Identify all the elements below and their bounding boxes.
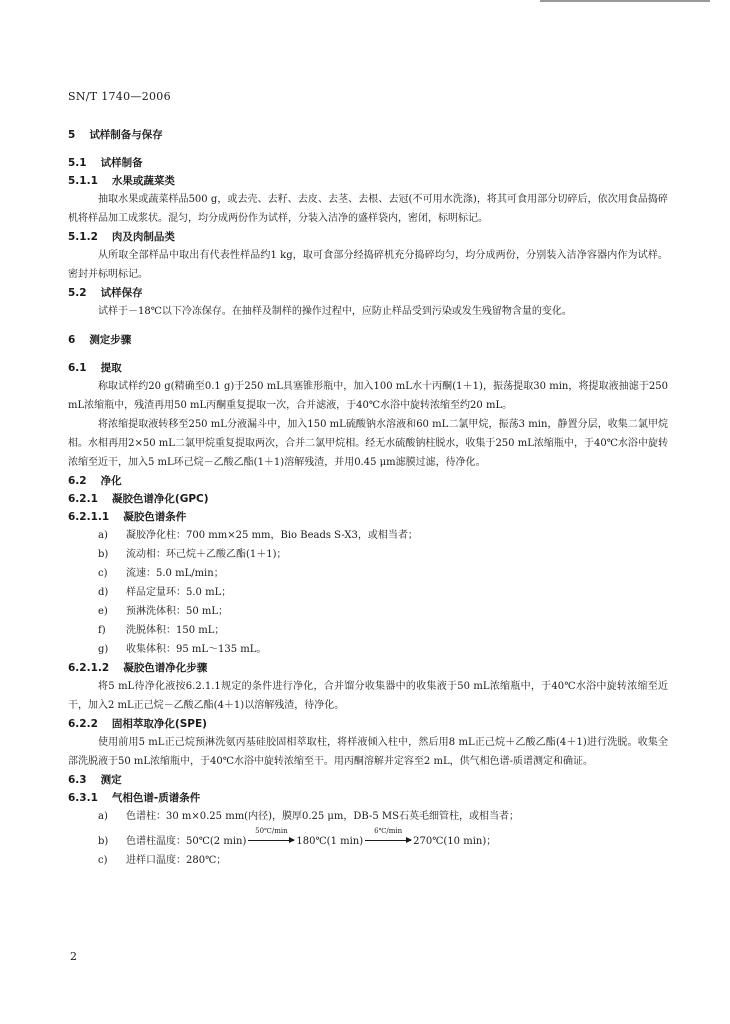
- section-title: 试样制备: [100, 157, 143, 169]
- section-title: 凝胶色谱净化步骤: [123, 662, 208, 674]
- paragraph: 抽取水果或蔬菜样品500 g，或去壳、去籽、去皮、去茎、去根、去冠(不可用水洗涤)，将其可食用部分切碎后，依次用食品捣碎机将样品加工成浆状。混匀，均分成两份作为试样，分装入洁净的盛样袋内，密闭，标明标记。: [68, 194, 668, 224]
- list-item: b) 流动相：环己烷＋乙酸乙酯(1＋1)；: [98, 549, 287, 560]
- section-number: 6.1: [68, 362, 87, 374]
- section-title: 测定: [100, 774, 122, 786]
- section-5-1-1-heading: [68, 172, 668, 190]
- paragraph: 将浓缩提取液转移至250 mL分液漏斗中，加入150 mL硫酸钠水溶液和60 mL二氯甲烷，振荡3 min，静置分层，收集二氯甲烷相。水相再用2×50 mL二氯甲烷重复提取两次，合并二氯甲烷相。经无水硫酸钠柱脱水，收集于250 mL浓缩瓶中，于40℃水浴中旋转浓缩至近干，加入5 mL环己烷－乙酸乙酯(1＋1)溶解残渣，并用0.45 μm滤膜过滤，待净化。: [68, 419, 668, 468]
- paragraph: 将5 mL待净化液按6.2.1.1规定的条件进行净化，合并馏分收集器中的收集液于50 mL浓缩瓶中，于40℃水浴中旋转浓缩至近干，加入2 mL正己烷－乙酸乙酯(4＋1)以溶解残渣，待净化。: [68, 681, 668, 711]
- section-6-2-1-heading: [68, 490, 668, 508]
- page-number: 2: [70, 950, 77, 963]
- document-body: [68, 126, 668, 870]
- list-item: c) 进样口温度：280℃；: [98, 855, 227, 866]
- paragraph: 从所取全部样品中取出有代表性样品约1 kg，取可食部分经捣碎机充分捣碎均匀，均分成两份，分别装入洁净容器内作为试样。密封并标明标记。: [68, 250, 668, 280]
- section-title: 提取: [100, 362, 122, 374]
- list-item: e) 预淋洗体积：50 mL；: [98, 606, 229, 617]
- section-6-2-1-2-heading: [68, 659, 668, 677]
- section-number: 6.2: [68, 475, 87, 487]
- section-title: 试样保存: [100, 287, 143, 299]
- section-title: 凝胶色谱条件: [123, 511, 187, 523]
- section-title: 试样制备与保存: [89, 129, 163, 141]
- section-6-2-2-heading: [68, 715, 668, 733]
- section-5-2-heading: [68, 284, 668, 302]
- list-item: a) 凝胶净化柱：700 mm×25 mm，Bio Beads S-X3，或相当者；: [98, 530, 418, 541]
- section-title: 固相萃取净化(SPE): [111, 718, 207, 730]
- list-item: g) 收集体积：95 mL～135 mL。: [98, 644, 267, 655]
- right-arrow-icon: [365, 840, 411, 841]
- paragraph: 称取试样约20 g(精确至0.1 g)于250 mL具塞锥形瓶中，加入100 mL水十丙酮(1＋1)，振荡提取30 min，将提取液抽滤于250 mL浓缩瓶中，残渣再用50 mL丙酮重复提取一次，合并滤液，于40℃水浴中旋转浓缩至约20 mL。: [68, 381, 668, 411]
- section-6-1-heading: [68, 359, 668, 377]
- section-5-heading: [68, 126, 668, 144]
- section-number: 6: [68, 334, 76, 346]
- section-6-heading: [68, 331, 668, 349]
- ramp-arrow-2: 6℃/min: [365, 832, 411, 851]
- section-title: 净化: [100, 475, 122, 487]
- section-number: 6.2.1: [68, 493, 98, 505]
- paragraph: 试样于－18℃以下冷冻保存。在抽样及制样的操作过程中，应防止样品受到污染或发生残留物含量的变化。: [98, 306, 572, 317]
- right-arrow-icon: [248, 840, 294, 841]
- section-title: 凝胶色谱净化(GPC): [111, 493, 209, 505]
- standard-code: SN/T 1740—2006: [68, 90, 171, 103]
- section-6-2-heading: [68, 472, 668, 490]
- section-number: 5.2: [68, 287, 87, 299]
- section-6-3-1-heading: [68, 789, 668, 807]
- section-number: 5: [68, 129, 76, 141]
- section-title: 水果或蔬菜类: [111, 175, 175, 187]
- section-6-2-1-1-heading: [68, 508, 668, 526]
- section-number: 6.3: [68, 774, 87, 786]
- top-edge-line: [540, 0, 710, 2]
- section-number: 6.2.1.1: [68, 511, 110, 523]
- section-5-1-heading: [68, 154, 668, 172]
- section-number: 6.2.1.2: [68, 662, 110, 674]
- section-number: 6.2.2: [68, 718, 98, 730]
- ramp-arrow-1: 50℃/min: [248, 832, 294, 851]
- section-title: 气相色谱-质谱条件: [111, 792, 201, 804]
- list-item: d) 样品定量环：5.0 mL；: [98, 587, 232, 598]
- list-item-temperature-program: b) 色谱柱温度：50℃(2 min) 50℃/min 180℃(1 min) 6℃/min 270℃(10 min)；: [68, 832, 668, 851]
- section-5-1-2-heading: [68, 228, 668, 246]
- section-title: 肉及肉制品类: [111, 231, 175, 243]
- section-number: 5.1.2: [68, 231, 98, 243]
- paragraph: 使用前用5 mL正己烷预淋洗氨丙基硅胶固相萃取柱，将样液倾入柱中，然后用8 mL正己烷＋乙酸乙酯(4＋1)进行洗脱。收集全部洗脱液于50 mL浓缩瓶中，于40℃水浴中旋转浓缩至干。用丙酮溶解并定容至2 mL，供气相色谱-质谱测定和确证。: [68, 737, 668, 767]
- section-number: 6.3.1: [68, 792, 98, 804]
- section-6-3-heading: [68, 771, 668, 789]
- list-item: f) 洗脱体积：150 mL；: [98, 625, 225, 636]
- list-item: c) 流速：5.0 mL/min；: [98, 568, 224, 579]
- section-number: 5.1: [68, 157, 87, 169]
- section-title: 测定步骤: [89, 334, 132, 346]
- section-number: 5.1.1: [68, 175, 98, 187]
- list-item: a) 色谱柱：30 m×0.25 mm(内径)，膜厚0.25 μm，DB-5 MS石英毛细管柱，或相当者；: [98, 811, 519, 822]
